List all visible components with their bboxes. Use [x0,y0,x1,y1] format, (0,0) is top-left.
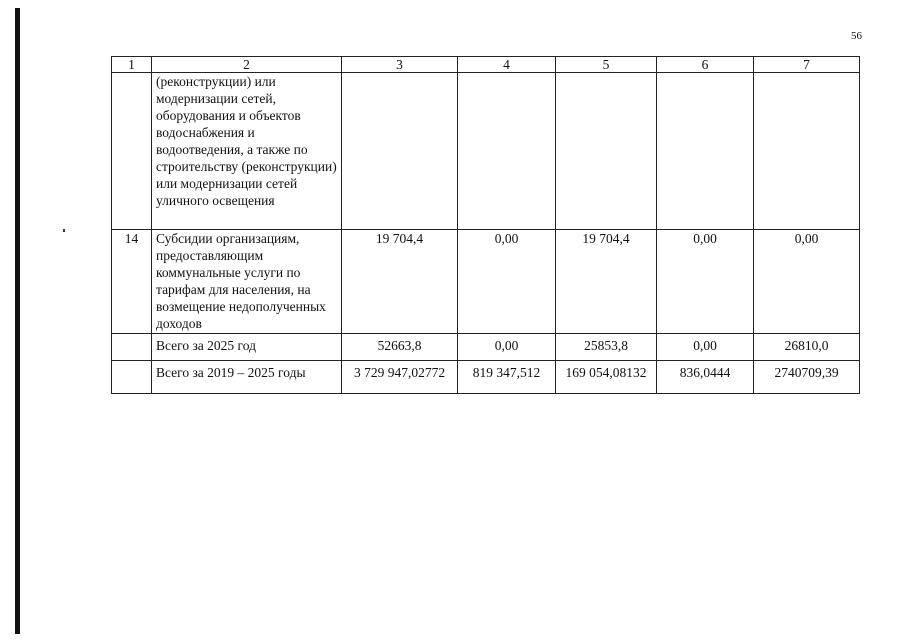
table-row [112,361,860,394]
value-cell: 169 054,08132 [556,361,657,394]
description-cell: Всего за 2019 – 2025 годы [152,361,342,394]
budget-table [111,56,860,394]
row-number-cell [112,361,152,394]
value-cell: 819 347,512 [458,361,556,394]
column-header: 4 [458,57,556,73]
value-cell: 3 729 947,02772 [342,361,458,394]
description-cell: (реконструкции) или модернизации сетей, оборудования и объектов водоснабжения и водоотведения, а также по строительству (реконструкции) или модернизации сетей уличного освещения [152,73,342,230]
column-header: 2 [152,57,342,73]
value-cell [657,73,754,230]
value-cell: 0,00 [754,230,860,334]
value-cell [556,73,657,230]
column-header: 5 [556,57,657,73]
table-row [112,230,860,334]
value-cell [754,73,860,230]
row-number-cell: 14 [112,230,152,334]
page-number: 56 [851,30,862,42]
value-cell: 19 704,4 [556,230,657,334]
table-row [112,73,860,230]
table-header-row [112,57,860,73]
value-cell [342,73,458,230]
value-cell [458,73,556,230]
description-cell: Субсидии организациям, предоставляющим коммунальные услуги по тарифам для населения, на возмещение недополученных доходов [152,230,342,334]
value-cell: 26810,0 [754,334,860,361]
table-row [112,334,860,361]
column-header: 1 [112,57,152,73]
scan-margin-bar [15,8,20,634]
value-cell: 0,00 [458,334,556,361]
description-cell: Всего за 2025 год [152,334,342,361]
value-cell: 0,00 [657,230,754,334]
row-number-cell [112,73,152,230]
value-cell: 52663,8 [342,334,458,361]
value-cell: 25853,8 [556,334,657,361]
value-cell: 0,00 [458,230,556,334]
scan-speck [63,229,65,232]
row-number-cell [112,334,152,361]
value-cell: 19 704,4 [342,230,458,334]
value-cell: 2740709,39 [754,361,860,394]
column-header: 3 [342,57,458,73]
value-cell: 0,00 [657,334,754,361]
column-header: 6 [657,57,754,73]
value-cell: 836,0444 [657,361,754,394]
column-header: 7 [754,57,860,73]
